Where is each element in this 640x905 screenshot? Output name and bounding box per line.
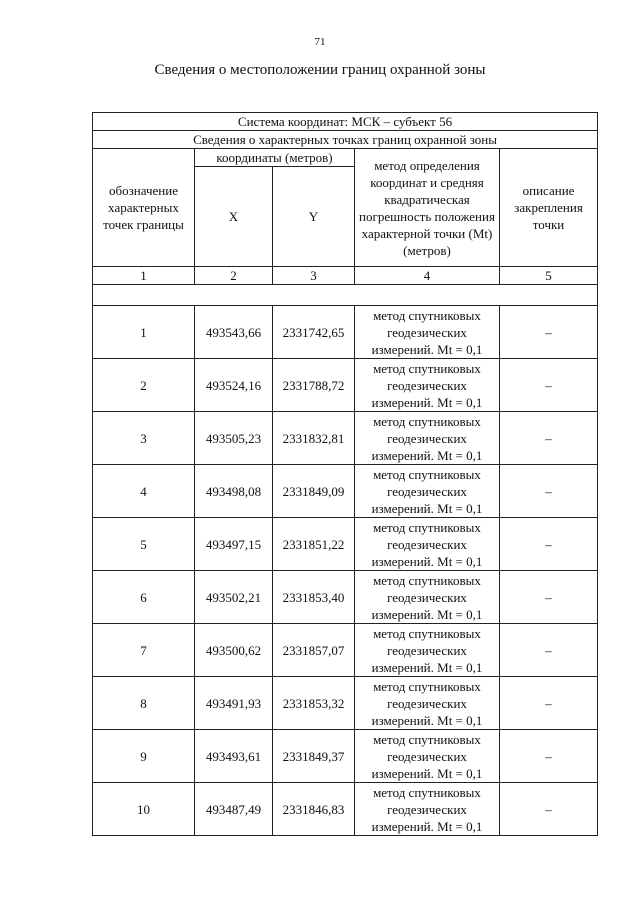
method-description: метод спутниковых геодезических измерений. Mt = 0,1 — [355, 465, 500, 518]
coordinate-system-header: Система координат: МСК – субъект 56 — [93, 113, 598, 131]
coord-x: 493487,49 — [195, 783, 273, 836]
fixing-description: – — [500, 518, 598, 571]
table-row — [93, 465, 598, 518]
fixing-description: – — [500, 730, 598, 783]
coord-x: 493498,08 — [195, 465, 273, 518]
column-number: 5 — [500, 267, 598, 285]
coord-y: 2331853,32 — [273, 677, 355, 730]
method-description: метод спутниковых геодезических измерений. Mt = 0,1 — [355, 359, 500, 412]
fixing-description: – — [500, 412, 598, 465]
fixing-description: – — [500, 306, 598, 359]
column-number: 4 — [355, 267, 500, 285]
method-description: метод спутниковых геодезических измерений. Mt = 0,1 — [355, 571, 500, 624]
point-id: 10 — [93, 783, 195, 836]
table-row — [93, 624, 598, 677]
coord-y: 2331849,37 — [273, 730, 355, 783]
coord-x: 493491,93 — [195, 677, 273, 730]
header-designation: обозначение характерных точек границы — [93, 149, 195, 267]
page-title: Сведения о местоположении границ охранной зоны — [154, 62, 486, 78]
table-subtitle: Сведения о характерных точках границ охранной зоны — [93, 131, 598, 149]
header-y: Y — [273, 167, 355, 267]
header-description: описание закрепления точки — [500, 149, 598, 267]
column-number: 3 — [273, 267, 355, 285]
coord-y: 2331849,09 — [273, 465, 355, 518]
method-description: метод спутниковых геодезических измерений. Mt = 0,1 — [355, 624, 500, 677]
fixing-description: – — [500, 571, 598, 624]
point-id: 3 — [93, 412, 195, 465]
point-id: 5 — [93, 518, 195, 571]
point-id: 4 — [93, 465, 195, 518]
method-description: метод спутниковых геодезических измерений. Mt = 0,1 — [355, 730, 500, 783]
coord-y: 2331742,65 — [273, 306, 355, 359]
coord-x: 493502,21 — [195, 571, 273, 624]
fixing-description: – — [500, 783, 598, 836]
fixing-description: – — [500, 359, 598, 412]
header-coordinates: координаты (метров) — [195, 149, 355, 167]
coord-x: 493493,61 — [195, 730, 273, 783]
table-row — [93, 677, 598, 730]
point-id: 6 — [93, 571, 195, 624]
method-description: метод спутниковых геодезических измерений. Mt = 0,1 — [355, 677, 500, 730]
table-row — [93, 518, 598, 571]
coord-y: 2331857,07 — [273, 624, 355, 677]
fixing-description: – — [500, 624, 598, 677]
point-id: 7 — [93, 624, 195, 677]
table-row — [93, 730, 598, 783]
coord-x: 493505,23 — [195, 412, 273, 465]
column-number: 1 — [93, 267, 195, 285]
point-id: 9 — [93, 730, 195, 783]
table-row — [93, 412, 598, 465]
blank-row — [93, 285, 598, 306]
method-description: метод спутниковых геодезических измерений. Mt = 0,1 — [355, 412, 500, 465]
coord-x: 493497,15 — [195, 518, 273, 571]
table-row — [93, 571, 598, 624]
point-id: 2 — [93, 359, 195, 412]
header-x: X — [195, 167, 273, 267]
table-row — [93, 306, 598, 359]
coord-x: 493500,62 — [195, 624, 273, 677]
point-id: 1 — [93, 306, 195, 359]
coord-y: 2331846,83 — [273, 783, 355, 836]
fixing-description: – — [500, 677, 598, 730]
coordinates-table — [92, 112, 598, 836]
header-method: метод определения координат и средняя квадратическая погрешность положения характерной точки (Mt) (метров) — [355, 149, 500, 267]
table-row — [93, 783, 598, 836]
point-id: 8 — [93, 677, 195, 730]
coord-y: 2331851,22 — [273, 518, 355, 571]
method-description: метод спутниковых геодезических измерений. Mt = 0,1 — [355, 783, 500, 836]
coord-y: 2331832,81 — [273, 412, 355, 465]
table-row — [93, 359, 598, 412]
method-description: метод спутниковых геодезических измерений. Mt = 0,1 — [355, 518, 500, 571]
column-number: 2 — [195, 267, 273, 285]
coord-y: 2331853,40 — [273, 571, 355, 624]
fixing-description: – — [500, 465, 598, 518]
coord-x: 493524,16 — [195, 359, 273, 412]
coord-y: 2331788,72 — [273, 359, 355, 412]
page-number: 71 — [314, 36, 326, 48]
method-description: метод спутниковых геодезических измерений. Mt = 0,1 — [355, 306, 500, 359]
coord-x: 493543,66 — [195, 306, 273, 359]
